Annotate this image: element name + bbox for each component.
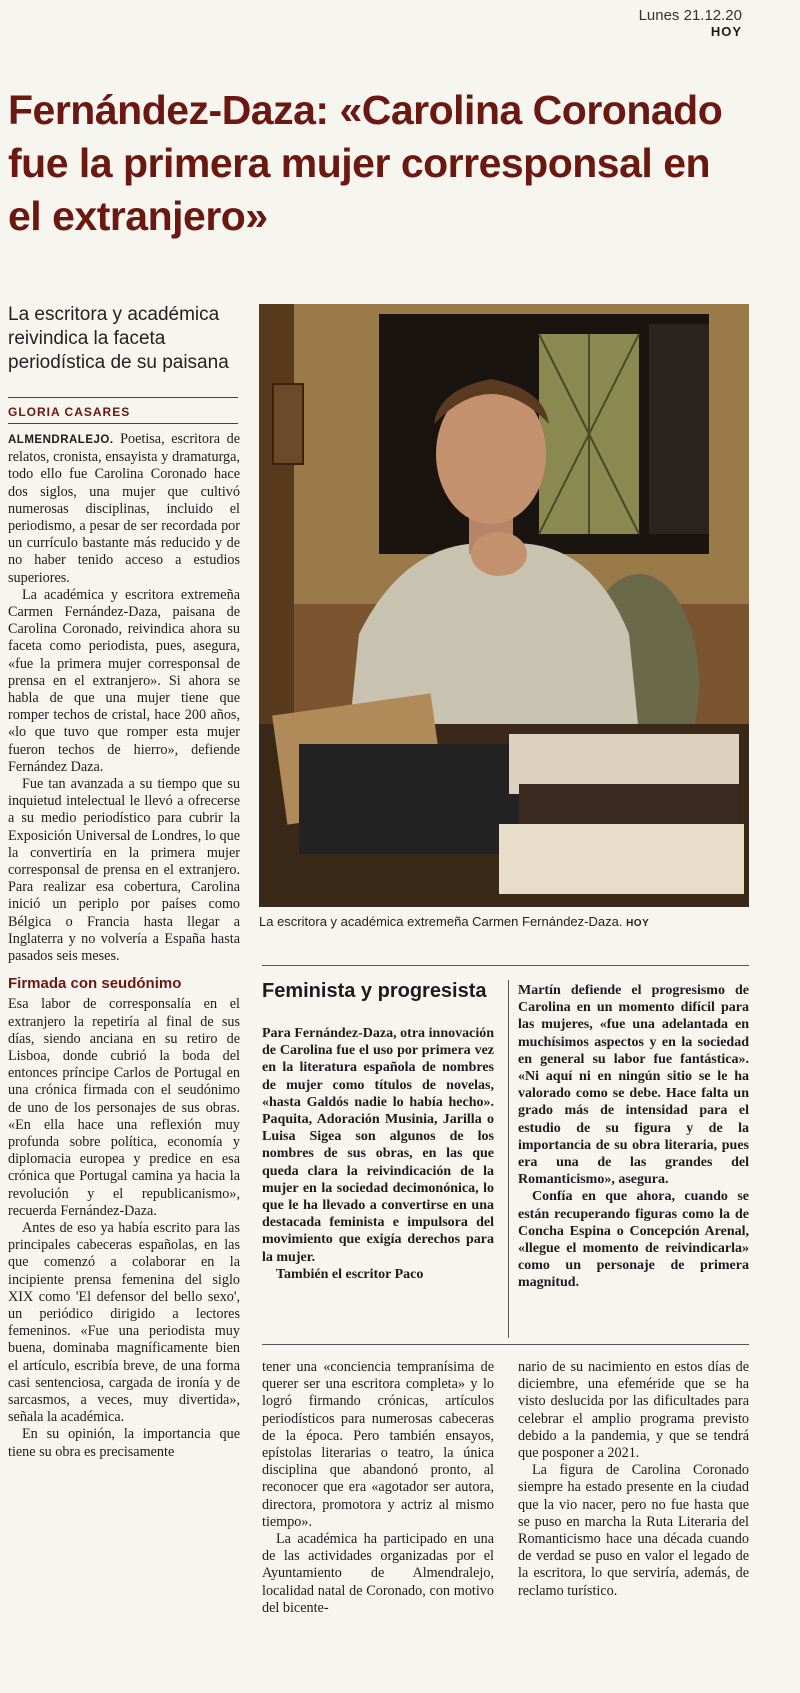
column-2 [262,1359,494,1617]
photo-illustration [259,304,749,907]
col3-paragraph-2: La figura de Carolina Coronado siempre ha estado presente en la ciudad que la vio nacer, pero no fue hasta que se puso en marcha la Ruta Literaria del Romanticismo hace una década cuando de verdad se puso en valor el legado de la escritora, lo que serviría, además, de reclamo turístico. [518,1462,749,1599]
paragraph-6: En su opinión, la importancia que tiene su obra es precisamente [8,1426,240,1460]
article-photo [259,304,749,907]
col2-paragraph-1: tener una «conciencia tempranísima de querer ser una escritora completa» y lo logró firmando crónicas, artículos periodísticos para numerosas cabeceras de la época. Pero también ensayos, epístolas literarias o teatro, la única disciplina que abandonó pronto, al reconocer que era «agotador ser autora, directora, promotora y actriz al mismo tiempo». [262,1359,494,1530]
publication-name: HOY [710,24,742,39]
column-1 [8,431,240,1461]
issue-date: Lunes 21.12.20 [638,7,742,24]
byline: GLORIA CASARES [8,405,131,419]
col2-paragraph-2: La académica ha participado en una de las actividades organizadas por el Ayuntamiento de Almendralejo, localidad natal de Coronado, con motivo del bicente- [262,1531,494,1616]
masthead [639,8,742,40]
box-left-paragraph-1: Para Fernández-Daza, otra innovación de Carolina fue el uso por primera vez en la literatura española de nombres de mujer como títulos de novelas, «hasta Galdós nadie lo había hecho». Paquita, Adoración Musinia, Jarilla o Luisa Sigea son algunos de los nombres de sus obras, en las que queda clara la reivindicación de la mujer en la sociedad decimonónica, lo que le ha llevado a convertirse en una destacada feminista e impulsora del movimiento que exigía derechos para la mujer. [262,1026,494,1265]
box-title: Feminista y progresista [262,980,487,1002]
caption-text: La escritora y académica extremeña Carmen Fernández-Daza. [259,914,623,929]
headline: Fernández-Daza: «Carolina Coronado fue la primera mujer corresponsal en el extranjero» [8,87,723,239]
box-column-left [262,1025,494,1283]
column-3 [518,1359,749,1600]
box-divider [508,980,509,1338]
col3-paragraph-1: nario de su nacimiento en estos días de diciembre, una efeméride que se ha visto deslucida por las dificultades para celebrar el amplio programa previsto debido a la pandemia, y que se tendrá que posponer a 2021. [518,1359,749,1462]
box-column-right [518,982,749,1292]
photo-credit: HOY [626,918,650,929]
location-lead: ALMENDRALEJO. [8,434,114,446]
photo-caption [259,914,749,929]
paragraph-2: La académica y escritora extremeña Carmen Fernández-Daza, paisana de Carolina Coronado, reivindica ahora su faceta como periodista, pues, asegura, «fue la primera mujer corresponsal de prensa en el extranjero». Si ahora se habla de que una mujer tiene que romper techos de cristal, hace 200 años, «lo que tuvo que romper esta mujer fueron techos de hierro», defiende Fernández Daza. [8,586,240,775]
paragraph-1 [8,431,240,587]
section-subtitle: Firmada con seudónimo [8,975,182,993]
paragraph-3: Fue tan avanzada a su tiempo que su inquietud intelectual le llevó a ofrecerse a su medio periodístico para cubrir la Exposición Universal de Londres, lo que la convertiría en la primera mujer corresponsal de prensa en el extranjero. Para realizar esa cobertura, Carolina inició un periplo por países como Bélgica o Francia hasta llegar a Inglaterra y no volvería a España hasta pasados seis meses. [8,776,240,965]
box-right-paragraph-1: Martín defiende el progresismo de Carolina en un momento difícil para las mujeres, «fue una adelantada en muchísimos aspectos y en la sociedad en general su labor fue fantástica». «Ni aquí ni en ningún sitio se le ha valorado como se debe. Hace falta un grado más de intensidad para el estudio de su figura y de la importancia de su obra literaria, pues era una de las grandes del Romanticismo», asegura. [518,983,749,1188]
box-bottom-rule [262,1344,749,1345]
box-right-paragraph-2: Confía en que ahora, cuando se están recuperando figuras como la de Concha Espina o Concepción Arenal, «llegue el momento de reivindicarla» como un personaje de primera magnitud. [518,1189,749,1291]
paragraph-4: Esa labor de corresponsalía en el extranjero la repetiría al final de sus días, siendo anciana en su retiro de Lisboa, donde cubrió la boda del entonces príncipe Carlos de Portugal en una crónica firmada con el seudónimo de uno de los personajes de sus obras. «En ella hace una reflexión muy profunda sobre política, economía y diplomacia europea y predice en esa crónica que Portugal camina ya hacia la revolución y el republicanismo», recuerda Fernández-Daza. [8,996,240,1219]
byline-bottom-rule [8,423,238,424]
box-left-paragraph-2: También el escritor Paco [276,1266,424,1282]
paragraph-5: Antes de eso ya había escrito para las principales cabeceras españolas, en las que comenzó a colaborar en la incipiente prensa femenina del siglo XIX como 'El defensor del bello sexo', un periódico dirigido a lectores femeninos. «Fue una periodista muy buena, dominaba magníficamente bien el artículo, escribía breve, de una forma casi sentenciosa, cargada de ironía y de sarcasmos, a veces, muy divertida», señala la académica. [8,1219,240,1426]
box-top-rule [262,965,749,966]
byline-top-rule [8,397,238,398]
subhead: La escritora y académica reivindica la faceta periodística de su paisana [8,304,229,373]
paragraph-1-text: Poetisa, escritora de relatos, cronista, ensayista y dramaturga, todo ello fue Carolina Coronado hace dos siglos, una mujer que cultivó numerosas disciplinas, incluido el periodismo, a pesar de ser recordada por un currículo bastante más reducido y de no haber tenido acceso a estudios superiores. [8,431,241,586]
